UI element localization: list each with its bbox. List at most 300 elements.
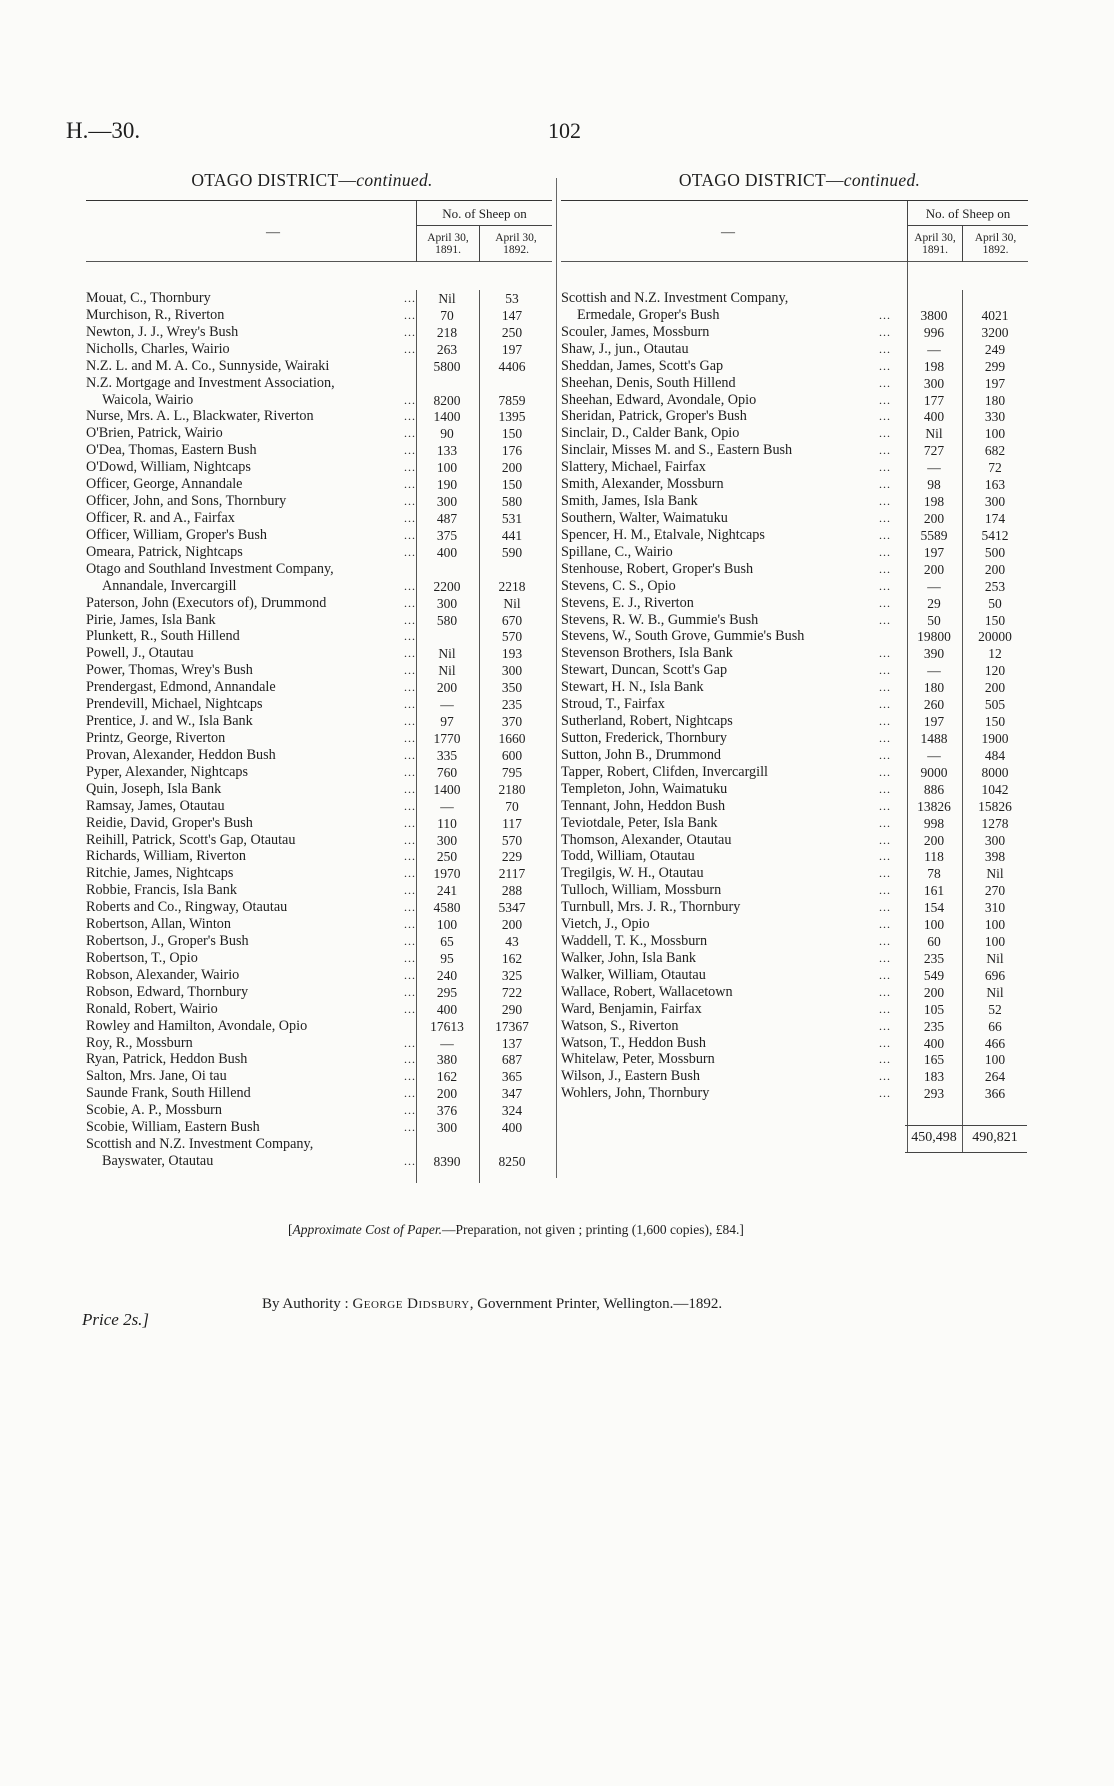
leader-dots: ... <box>879 324 891 339</box>
leader-dots: ... <box>879 561 891 576</box>
leader-dots: ... <box>404 917 416 932</box>
table-row <box>86 696 552 713</box>
sheep-1891: 180 <box>923 680 945 696</box>
owner-name: Quin, Joseph, Isla Bank <box>86 780 222 797</box>
sheep-1892: 350 <box>501 680 523 696</box>
table-row <box>86 1001 552 1018</box>
sheep-1891: 4580 <box>433 900 461 916</box>
owner-name: N.Z. L. and M. A. Co., Sunnyside, Wairaki <box>86 357 330 374</box>
owner-name: Robson, Alexander, Wairio <box>86 966 240 983</box>
leader-dots: ... <box>404 950 416 965</box>
table-row <box>86 730 552 747</box>
sheep-1892: 117 <box>502 815 522 831</box>
owner-name: Powell, J., Otautau <box>86 645 194 662</box>
owner-name: Tregilgis, W. H., Otautau <box>561 865 704 882</box>
sheep-1891: 240 <box>436 967 458 983</box>
table-row <box>561 696 1028 713</box>
sheep-1892: 365 <box>501 1069 523 1085</box>
owner-name: Sheehan, Denis, South Hillend <box>561 374 736 391</box>
table-row <box>561 832 1028 849</box>
sheep-1892: 324 <box>501 1103 523 1119</box>
sheep-1891: 100 <box>436 460 458 476</box>
table-row <box>86 662 552 679</box>
sheep-1892: 5347 <box>498 900 526 916</box>
sheep-1891: 197 <box>923 714 945 730</box>
owner-name: Officer, John, and Sons, Thornbury <box>86 493 287 510</box>
owner-name: Watson, S., Riverton <box>561 1017 679 1034</box>
leader-dots: ... <box>404 1103 416 1118</box>
sheep-1891: 241 <box>436 883 458 899</box>
sheep-1891: 198 <box>923 358 945 374</box>
sheep-1891: 200 <box>436 680 458 696</box>
owner-name: Sinclair, Misses M. and S., Eastern Bush <box>561 442 793 459</box>
owner-name: Paterson, John (Executors of), Drummond <box>86 594 327 611</box>
leader-dots: ... <box>879 341 891 356</box>
leader-dots: ... <box>879 443 891 458</box>
owner-name: Roberts and Co., Ringway, Otautau <box>86 899 288 916</box>
table-row <box>86 882 552 899</box>
owner-name: Shaw, J., jun., Otautau <box>561 340 689 357</box>
sheep-1891: 1488 <box>920 730 948 746</box>
leader-dots: ... <box>879 950 891 965</box>
sheep-1891: 300 <box>923 375 945 391</box>
sheep-1891: 549 <box>923 967 945 983</box>
leader-dots: ... <box>404 307 416 322</box>
sheep-1892: 570 <box>501 832 523 848</box>
sheep-1891: 295 <box>436 984 458 1000</box>
sheep-1891: 70 <box>440 307 454 323</box>
sheep-1891: 400 <box>436 544 458 560</box>
owner-name: Robertson, J., Groper's Bush <box>86 933 249 950</box>
sheep-1892: 4406 <box>498 358 526 374</box>
sheep-1892: 70 <box>505 798 519 814</box>
sheep-1892: 43 <box>505 934 519 950</box>
owner-name: Sheridan, Patrick, Groper's Bush <box>561 408 747 425</box>
owner-name: Pirie, James, Isla Bank <box>86 611 216 628</box>
sheep-1891: 183 <box>923 1069 945 1085</box>
leader-dots: ... <box>879 663 891 678</box>
table-row <box>86 442 552 459</box>
leader-dots: ... <box>404 443 416 458</box>
leader-dots: ... <box>879 494 891 509</box>
table-row <box>86 1153 552 1170</box>
leader-dots: ... <box>879 1018 891 1033</box>
sheep-1892: 147 <box>501 307 523 323</box>
table-row <box>561 1001 1028 1018</box>
table-row <box>561 392 1028 409</box>
owner-name: Ryan, Patrick, Heddon Bush <box>86 1051 248 1068</box>
sheep-1891: 162 <box>436 1069 458 1085</box>
sheep-1892: 300 <box>501 663 523 679</box>
leader-dots: ... <box>879 409 891 424</box>
owner-name: Walker, William, Otautau <box>561 966 706 983</box>
table-row <box>86 798 552 815</box>
sheep-1892: 290 <box>501 1001 523 1017</box>
table-row <box>86 578 552 595</box>
owner-name: Omeara, Patrick, Nightcaps <box>86 543 243 560</box>
owner-name: Watson, T., Heddon Bush <box>561 1034 706 1051</box>
sheep-1892: 150 <box>501 426 523 442</box>
sheep-1892: 7859 <box>498 392 526 408</box>
table-row <box>86 679 552 696</box>
sheep-1892: Nil <box>986 950 1004 966</box>
sheep-1892: 4021 <box>981 307 1009 323</box>
sheep-1892: 200 <box>984 680 1006 696</box>
leader-dots: ... <box>879 917 891 932</box>
leader-dots: ... <box>404 832 416 847</box>
sheep-1891: 400 <box>923 1035 945 1051</box>
owner-name: Templeton, John, Waimatuku <box>561 780 728 797</box>
sheep-1892: 670 <box>501 612 523 628</box>
owner-name: Vietch, J., Opio <box>561 916 650 933</box>
sheep-1892: 162 <box>501 950 523 966</box>
total-rule <box>905 1152 1027 1153</box>
owner-name: Pyper, Alexander, Nightcaps <box>86 763 248 780</box>
sheep-1892: 600 <box>501 747 523 763</box>
sheep-1892: 5412 <box>981 527 1009 543</box>
table-row <box>561 358 1028 375</box>
table-row <box>86 916 552 933</box>
owner-name: Slattery, Michael, Fairfax <box>561 459 706 476</box>
table-row <box>86 984 552 1001</box>
sheep-1892: 687 <box>501 1052 523 1068</box>
table-row <box>561 1051 1028 1068</box>
table-row <box>561 1035 1028 1052</box>
sheep-1891: 293 <box>923 1086 945 1102</box>
sheep-1891: 200 <box>923 832 945 848</box>
leader-dots: ... <box>879 477 891 492</box>
sheep-1892: 150 <box>984 714 1006 730</box>
table-row <box>86 375 552 392</box>
table-row <box>561 476 1028 493</box>
owner-name: Ronald, Robert, Wairio <box>86 1000 218 1017</box>
page-number: 102 <box>548 118 581 143</box>
leader-dots: ... <box>404 747 416 762</box>
table-row <box>561 595 1028 612</box>
col-header-1892: April 30, 1892. <box>962 226 1028 262</box>
owner-name: Turnbull, Mrs. J. R., Thornbury <box>561 899 741 916</box>
sheep-1892: 250 <box>501 324 523 340</box>
leader-dots: ... <box>879 392 891 407</box>
sheep-1891: 13826 <box>917 798 951 814</box>
leader-dots: ... <box>404 324 416 339</box>
sheep-1891: — <box>440 1035 454 1051</box>
sheep-1891: 105 <box>923 1001 945 1017</box>
table-row <box>561 848 1028 865</box>
header-dash: — <box>721 225 735 240</box>
sheep-1891: — <box>927 341 941 357</box>
sheep-1892: Nil <box>503 595 521 611</box>
sheep-1892: 72 <box>988 460 1002 476</box>
owner-name: Reidie, David, Groper's Bush <box>86 814 253 831</box>
sheep-1892: 580 <box>501 494 523 510</box>
leader-dots: ... <box>879 697 891 712</box>
owner-name: Sutherland, Robert, Nightcaps <box>561 713 733 730</box>
owner-name: Power, Thomas, Wrey's Bush <box>86 662 253 679</box>
sheep-1891: 487 <box>436 510 458 526</box>
leader-dots: ... <box>879 900 891 915</box>
table-row <box>86 1035 552 1052</box>
sheep-1891: 998 <box>923 815 945 831</box>
owner-name: Scouler, James, Mossburn <box>561 323 710 340</box>
sheep-1892: 484 <box>984 747 1006 763</box>
leader-dots: ... <box>879 595 891 610</box>
table-row <box>561 984 1028 1001</box>
table-row <box>561 730 1028 747</box>
sheep-1891: 5589 <box>920 527 948 543</box>
table-row <box>86 1051 552 1068</box>
sheep-1891: 177 <box>923 392 945 408</box>
col-header-1892: April 30, 1892. <box>479 226 552 262</box>
sheep-1892: 325 <box>501 967 523 983</box>
owner-name: Prendergast, Edmond, Annandale <box>86 679 276 696</box>
owner-name: Sutton, John B., Drummond <box>561 746 722 763</box>
leader-dots: ... <box>404 781 416 796</box>
leader-dots: ... <box>879 460 891 475</box>
leader-dots: ... <box>879 764 891 779</box>
table-row <box>561 612 1028 629</box>
owner-name: Sheehan, Edward, Avondale, Opio <box>561 391 757 408</box>
sheep-1892: 50 <box>988 595 1002 611</box>
sheep-1891: — <box>440 798 454 814</box>
leader-dots: ... <box>404 697 416 712</box>
table-row <box>561 408 1028 425</box>
table-row <box>561 865 1028 882</box>
sheep-1891: 154 <box>923 900 945 916</box>
sheep-1891: — <box>927 747 941 763</box>
leader-dots: ... <box>879 781 891 796</box>
sheep-1892: 310 <box>984 900 1006 916</box>
owner-name: Printz, George, Riverton <box>86 729 226 746</box>
table-row <box>561 375 1028 392</box>
cost-note: [Approximate Cost of Paper.—Preparation, not given ; printing (1,600 copies), £84.] <box>288 1222 744 1237</box>
table-row <box>86 510 552 527</box>
leader-dots: ... <box>404 629 416 644</box>
table-header-left <box>86 200 552 262</box>
table-row <box>561 544 1028 561</box>
total-1891: 450,498 <box>911 1130 957 1145</box>
leader-dots: ... <box>404 612 416 627</box>
sheep-1891: 100 <box>923 917 945 933</box>
sheep-1892: 330 <box>984 409 1006 425</box>
column-divider <box>556 178 557 1178</box>
table-row <box>86 459 552 476</box>
sheep-1892: 1042 <box>981 781 1009 797</box>
price-note: Price 2s.] <box>82 1310 150 1329</box>
owner-name: Wallace, Robert, Wallacetown <box>561 983 733 1000</box>
leader-dots: ... <box>404 1086 416 1101</box>
right-table-body <box>561 290 1028 1102</box>
sheep-1891: 65 <box>440 934 454 950</box>
table-row <box>86 645 552 662</box>
owner-name: Robbie, Francis, Isla Bank <box>86 882 237 899</box>
district-title-right: OTAGO DISTRICT—continued. <box>678 170 921 190</box>
sheep-1891: Nil <box>925 426 943 442</box>
left-table-body <box>86 290 552 1170</box>
sheep-1892: 66 <box>988 1018 1002 1034</box>
sheep-1891: 886 <box>923 781 945 797</box>
total-1892: 490,821 <box>972 1130 1018 1145</box>
district-title-left: OTAGO DISTRICT—continued. <box>191 170 433 190</box>
owner-name: Robson, Edward, Thornbury <box>86 983 249 1000</box>
table-row <box>86 815 552 832</box>
leader-dots: ... <box>404 1154 416 1169</box>
leader-dots: ... <box>879 680 891 695</box>
sheep-1891: 5800 <box>433 358 461 374</box>
table-row <box>561 578 1028 595</box>
sheep-1891: 165 <box>923 1052 945 1068</box>
sheep-1892: 288 <box>501 883 523 899</box>
leader-dots: ... <box>879 612 891 627</box>
sheep-1891: Nil <box>438 291 456 306</box>
sheep-1892: 12 <box>988 646 1002 662</box>
table-row <box>86 324 552 341</box>
sheep-count-label: No. of Sheep on <box>416 201 552 226</box>
sheep-1892: 1900 <box>981 730 1009 746</box>
sheep-1892: 300 <box>984 494 1006 510</box>
table-row <box>561 916 1028 933</box>
table-row <box>86 1085 552 1102</box>
table-row <box>561 933 1028 950</box>
sheep-1892: 100 <box>984 1052 1006 1068</box>
owner-name: O'Dea, Thomas, Eastern Bush <box>86 442 257 459</box>
sheep-1892: 200 <box>984 561 1006 577</box>
sheep-1891: 376 <box>436 1103 458 1119</box>
table-row <box>86 950 552 967</box>
owner-name: Murchison, R., Riverton <box>86 306 225 323</box>
sheep-1891: 9000 <box>920 764 948 780</box>
sheep-1891: 29 <box>927 595 941 611</box>
sheep-1891: 198 <box>923 494 945 510</box>
sheep-1892: 100 <box>984 426 1006 442</box>
sheep-1892: Nil <box>986 984 1004 1000</box>
sheep-1892: 795 <box>501 764 523 780</box>
sheep-1891: 218 <box>436 324 458 340</box>
table-row <box>561 882 1028 899</box>
sheep-1891: 8390 <box>433 1154 461 1170</box>
sheep-1891: 17613 <box>430 1018 464 1034</box>
sheep-1891: 97 <box>440 714 454 730</box>
sheep-1892: 17367 <box>495 1018 529 1034</box>
sheep-1892: 400 <box>501 1120 523 1136</box>
owner-name: Reihill, Patrick, Scott's Gap, Otautau <box>86 831 296 848</box>
owner-name: Ward, Benjamin, Fairfax <box>561 1000 702 1017</box>
owner-name: Otago and Southland Investment Company, <box>86 560 334 577</box>
owner-name: Todd, William, Otautau <box>561 848 695 865</box>
sheep-1892: 722 <box>501 984 523 1000</box>
sheep-1891: 90 <box>440 426 454 442</box>
table-row <box>86 967 552 984</box>
leader-dots: ... <box>404 578 416 593</box>
table-row <box>86 612 552 629</box>
owner-name: Stevens, W., South Grove, Gummie's Bush <box>561 628 805 645</box>
sheep-1891: 300 <box>436 1120 458 1136</box>
table-row <box>561 628 1028 645</box>
table-row <box>561 679 1028 696</box>
sheep-1892: 505 <box>984 697 1006 713</box>
owner-name: Stroud, T., Fairfax <box>561 696 665 713</box>
sheep-1891: 1770 <box>433 730 461 746</box>
sheep-1892: 264 <box>984 1069 1006 1085</box>
leader-dots: ... <box>404 934 416 949</box>
owner-name: Mouat, C., Thornbury <box>86 290 211 306</box>
table-row <box>86 392 552 409</box>
owner-name: Spencer, H. M., Etalvale, Nightcaps <box>561 526 765 543</box>
sheep-1891: 95 <box>440 950 454 966</box>
sheep-1891: 200 <box>436 1086 458 1102</box>
leader-dots: ... <box>404 815 416 830</box>
owner-name: Officer, R. and A., Fairfax <box>86 509 235 526</box>
sheep-1891: — <box>927 460 941 476</box>
leader-dots: ... <box>404 730 416 745</box>
owner-name: Robertson, T., Opio <box>86 949 198 966</box>
sheep-1892: 100 <box>984 917 1006 933</box>
table-row <box>561 1018 1028 1035</box>
leader-dots: ... <box>879 1086 891 1101</box>
owner-name: Scottish and N.Z. Investment Company, <box>561 290 789 306</box>
sheep-1892: 174 <box>984 510 1006 526</box>
sheep-1891: 161 <box>923 883 945 899</box>
sheep-1891: 235 <box>923 950 945 966</box>
sheep-1892: 1660 <box>498 730 526 746</box>
sheep-1891: 98 <box>927 477 941 493</box>
table-row <box>86 781 552 798</box>
table-row <box>86 899 552 916</box>
owner-name: Bayswater, Otautau <box>102 1153 214 1170</box>
sheep-1891: 727 <box>923 443 945 459</box>
leader-dots: ... <box>404 595 416 610</box>
leader-dots: ... <box>404 341 416 356</box>
owner-name: Salton, Mrs. Jane, Oi tau <box>86 1068 227 1085</box>
leader-dots: ... <box>879 747 891 762</box>
sheep-1892: 15826 <box>978 798 1012 814</box>
sheep-1891: — <box>440 697 454 713</box>
leader-dots: ... <box>879 934 891 949</box>
sheep-1892: 163 <box>984 477 1006 493</box>
sheep-1891: Nil <box>438 646 456 662</box>
leader-dots: ... <box>404 460 416 475</box>
leader-dots: ... <box>879 984 891 999</box>
sheep-1892: 197 <box>501 341 523 357</box>
owner-name: Wohlers, John, Thornbury <box>561 1085 710 1102</box>
sheep-1891: 380 <box>436 1052 458 1068</box>
owner-name: Stevenson Brothers, Isla Bank <box>561 645 733 662</box>
owner-name: Officer, George, Annandale <box>86 476 243 493</box>
sheep-1892: 466 <box>984 1035 1006 1051</box>
sheep-1891: 200 <box>923 510 945 526</box>
table-row <box>561 324 1028 341</box>
sheep-1891: 1400 <box>433 409 461 425</box>
table-row <box>86 1102 552 1119</box>
sheep-1892: 531 <box>501 510 523 526</box>
header-dash: — <box>266 225 280 240</box>
leader-dots: ... <box>879 1052 891 1067</box>
table-row <box>86 561 552 578</box>
owner-name: Sheddan, James, Scott's Gap <box>561 357 724 374</box>
table-row <box>561 510 1028 527</box>
sheep-1892: 253 <box>984 578 1006 594</box>
sheep-1891: 375 <box>436 527 458 543</box>
leader-dots: ... <box>404 1001 416 1016</box>
leader-dots: ... <box>404 392 416 407</box>
sheep-1891: 8200 <box>433 392 461 408</box>
sheep-1891: 200 <box>923 561 945 577</box>
sheep-1891: Nil <box>438 663 456 679</box>
sheep-1891: 250 <box>436 849 458 865</box>
table-row <box>86 408 552 425</box>
leader-dots: ... <box>404 967 416 982</box>
leader-dots: ... <box>879 307 891 322</box>
